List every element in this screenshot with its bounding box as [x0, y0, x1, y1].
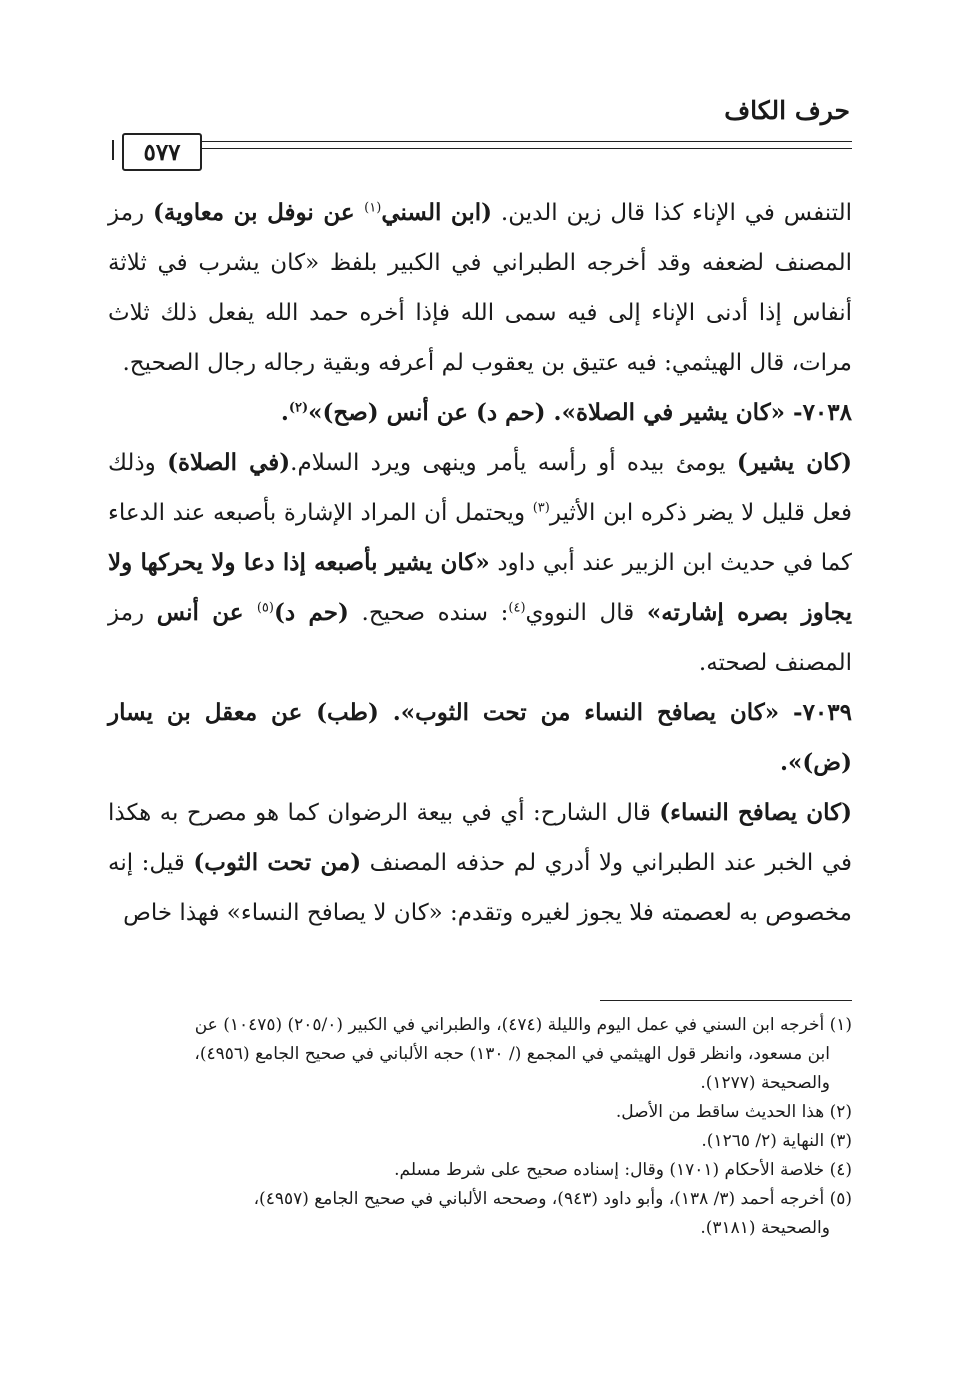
text-run: رمز المصنف لضعفه وقد أخرجه الطبراني في الكبير بلفظ «كان يشرب في ثلاثة أنفاس إذا أدنى الإناء إلى فيه سمى الله فإذا أخره حمد الله يفعل ذلك ثلاث مرات، قال الهيثمي: فيه عتيق بن يعقوب لم أعرفه وبقية رجاله رجال الصحيح.: [108, 200, 852, 376]
footnote-1: [108, 1011, 852, 1098]
footnote-marker[interactable]: (٣): [532, 500, 550, 516]
text-run: يومئ بيده أو رأسه يأمر وينهى ويرد السلام.: [290, 450, 737, 476]
quoted-term: (كان يصافح النساء): [659, 799, 852, 826]
text-run: .: [780, 749, 789, 776]
footnote-text: (٥) أخرجه أحمد (٣/ ١٣٨)، وأبو داود (٩٤٣)، وصححه الألباني في صحيح الجامع (٤٩٥٧)،: [253, 1189, 852, 1209]
text-run: .: [280, 399, 289, 426]
paragraph-commentary-3: [108, 788, 852, 938]
paragraph-commentary-2: [108, 438, 852, 688]
main-text: [108, 188, 852, 938]
text-run: وذلك فعل قليل لا يضر ذكره ابن الأثير: [108, 450, 852, 526]
running-header-title: حرف الكاف: [724, 96, 850, 125]
text-run: قيل: إنه مخصوص به لعصمته فلا يجوز لغيره وتقدم: «كان لا يصافح النساء» فهذا خاص: [108, 850, 852, 926]
footnote-text: (٢) هذا الحديث ساقط من الأصل.: [615, 1102, 852, 1122]
footnote-text: والصحيحة (١٢٧٧).: [700, 1073, 830, 1093]
text-run: : سنده صحيح.: [348, 600, 509, 626]
header-rule-bottom: [200, 148, 852, 149]
text-run: رمز المصنف لصحته.: [108, 600, 852, 676]
footnote-text: ابن مسعود، وانظر قول الهيثمي في المجمع (/ ١٣٠) حجه الألباني في صحيح الجامع (٤٩٥٦)،: [194, 1044, 830, 1064]
quoted-term: (في الصلاة): [167, 449, 291, 476]
footnote-marker[interactable]: (١): [364, 200, 382, 216]
footnote-2: [108, 1098, 852, 1127]
footnote-3: [108, 1127, 852, 1156]
text-run: ويحتمل أن المراد الإشارة بأصبعه عند الدعاء كما في حديث ابن الزبير عند أبي داود: [108, 500, 852, 576]
narrator-ref: عن نوفل بن معاوية): [152, 199, 365, 226]
header-rule-top: [200, 141, 852, 142]
text-run: قال النووي: [525, 600, 647, 626]
footnote-text: (٣) النهاية (٢/ ١٢٦٥).: [701, 1131, 852, 1151]
source-ref: (ابن السني: [381, 199, 493, 226]
hadith-text: ٧٠٣٨- «كان يشير في الصلاة». (حم د) عن أنس (صح)»: [308, 399, 852, 426]
footnotes: [108, 1011, 852, 1243]
footnote-text: (١) أخرجه ابن السني في عمل اليوم والليلة (٤٧٤)، والطبراني في الكبير (٢٠٥/٠) (١٠٤٧٥) عن: [194, 1015, 852, 1035]
footnote-separator: [600, 1000, 852, 1001]
page-number: ٥٧٧: [122, 133, 202, 171]
text-run: التنفس في الإناء كذا قال زين الدين.: [492, 200, 853, 226]
footnote-marker[interactable]: (٤): [508, 600, 526, 616]
footnote-4: [108, 1156, 852, 1185]
source-ref: (حم د): [273, 599, 349, 626]
text-run: قال الشارح: أي في بيعة الرضوان كما هو مصرح به هكذا في الخبر عند الطبراني ولا أدري لم حذفه المصنف: [108, 800, 852, 876]
footnote-text: والصحيحة (٣١٨١).: [700, 1218, 830, 1238]
footnote-5: [108, 1185, 852, 1243]
footnote-marker[interactable]: (٢): [288, 400, 309, 416]
hadith-7038: [108, 388, 852, 438]
quoted-term: (كان يشير): [736, 449, 852, 476]
quoted-hadith: «كان يشير بأصبعه إذا دعا ولا يحركها ولا يجاوز بصره إشارته»: [108, 549, 852, 626]
footnote-text: (٤) خلاصة الأحكام (١٧٠١) وقال: إسناده صحيح على شرط مسلم.: [394, 1160, 852, 1180]
paragraph-commentary-1: [108, 188, 852, 388]
hadith-7039: [108, 688, 852, 788]
footnote-marker[interactable]: (٥): [256, 600, 274, 616]
narrator-ref: عن أنس: [156, 599, 257, 626]
hadith-text: ٧٠٣٩- «كان يصافح النساء من تحت الثوب». (طب) عن معقل بن يسار (ض)»: [108, 699, 852, 776]
quoted-term: (من تحت الثوب): [193, 849, 362, 876]
